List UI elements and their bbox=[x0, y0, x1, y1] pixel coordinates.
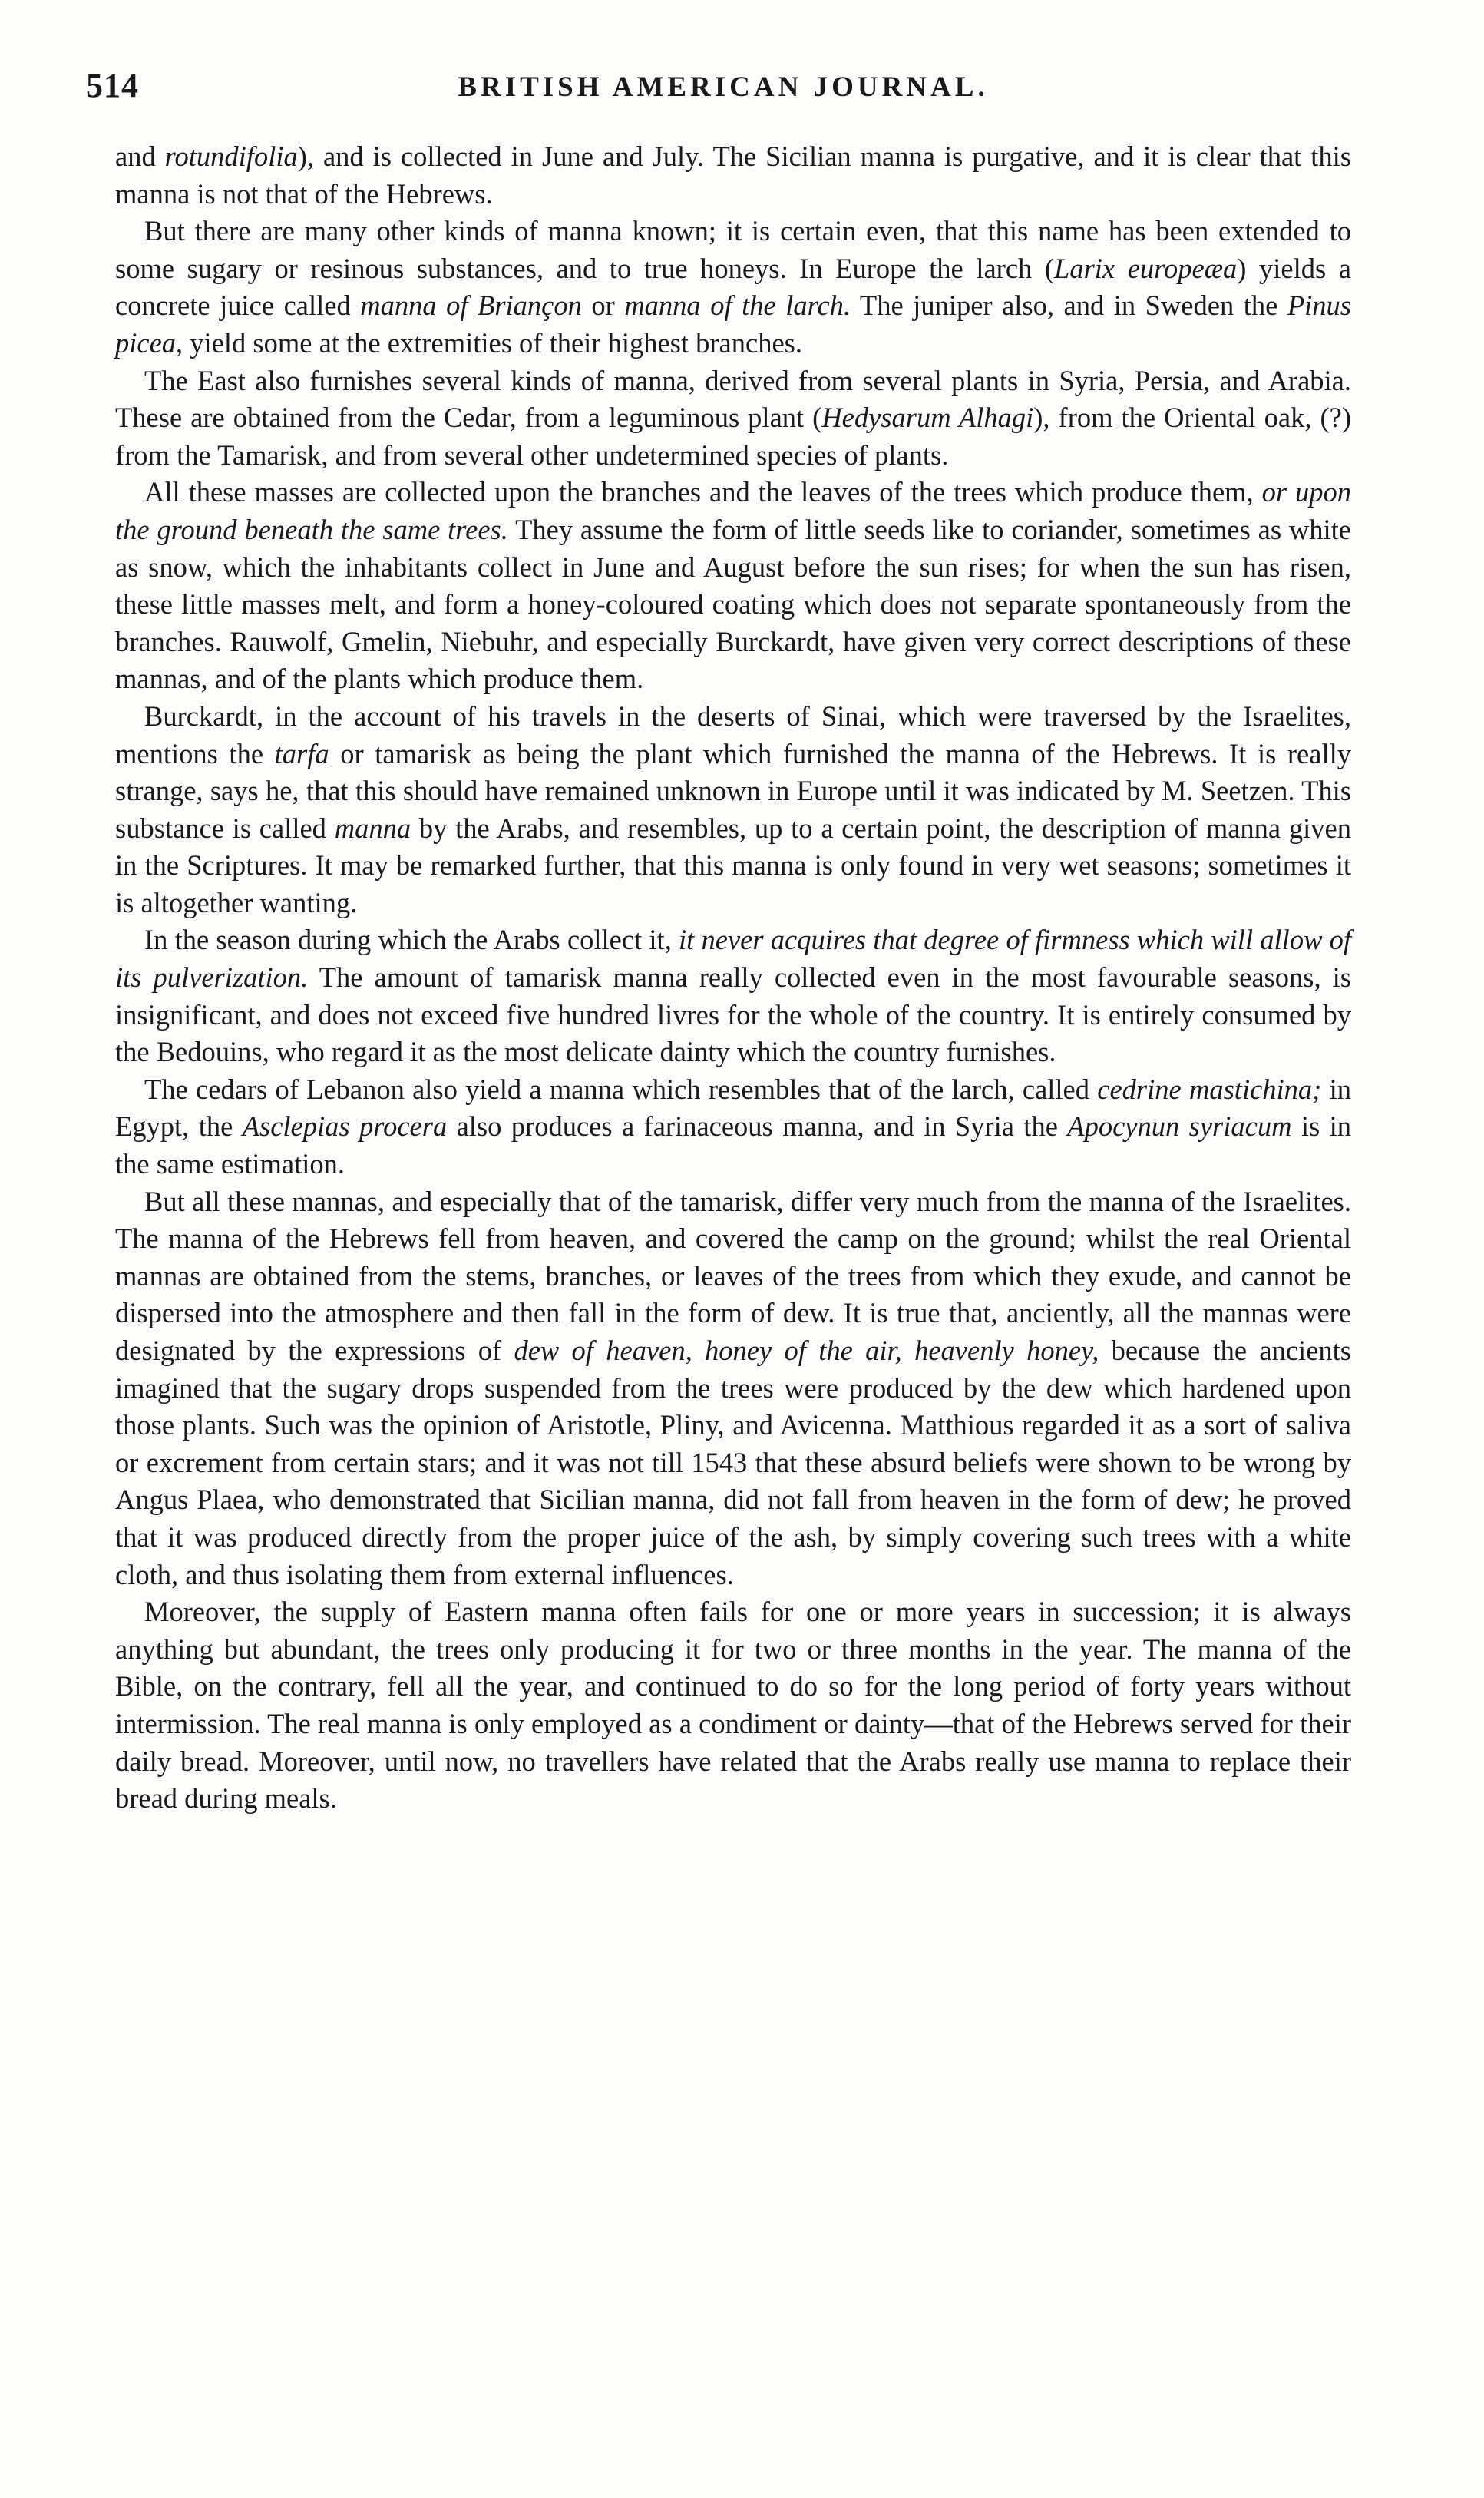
text-run: because the ancients imagined that the sugary drops suspended from the trees were produced by the dew which hardened upon those plants. Such was the opinion of Aristotle, Pliny, and Avicenna. Matthious regarded it as a sort of saliva or excrement from certain stars; and it was not till 1543 that these absurd beliefs were shown to be wrong by Angus Plaea, who demonstrated that Sicilian manna, did not fall from heaven in the form of dew; he proved that it was produced directly from the proper juice of the ash, by simply covering such trees with a white cloth, and thus isolating them from external influences. bbox=[115, 1335, 1351, 1590]
italic-text: or upon the ground beneath the same trees. bbox=[115, 476, 1351, 545]
paragraph bbox=[115, 1183, 1351, 1594]
article-body bbox=[115, 138, 1351, 1818]
paragraph bbox=[115, 474, 1351, 698]
text-run: by the Arabs, and resembles, up to a certain point, the description of manna given in the Scriptures. It may be remarked further, that this manna is only found in very wet seasons; sometimes it is altogether wanting. bbox=[115, 812, 1351, 918]
text-run: in Egypt, the bbox=[115, 1073, 1351, 1143]
text-run: In the season during which the Arabs collect it, bbox=[144, 924, 679, 956]
text-run: and bbox=[115, 141, 165, 172]
text-run: or tamarisk as being the plant which furnished the manna of the Hebrews. It is really strange, says he, that this should have remained unknown in Europe until it was indicated by M. Seetzen. This substance is called bbox=[115, 737, 1351, 844]
italic-text: cedrine mastichina; bbox=[1097, 1073, 1322, 1105]
text-run: ) yields a concrete juice called bbox=[115, 252, 1351, 322]
paragraph bbox=[115, 138, 1351, 213]
italic-text: Apocynun syriacum bbox=[1067, 1110, 1292, 1143]
text-run: But all these mannas, and especially that of the tamarisk, differ very much from the manna of the Israelites. The manna of the Hebrews fell from heaven, and covered the camp on the ground; whilst the real Oriental mannas are obtained from the stems, branches, or leaves of the trees from which they exude, and cannot be dispersed into the atmosphere and then fall in the form of dew. It is true that, anciently, all the mannas were designated by the expressions of bbox=[115, 1185, 1351, 1366]
text-run: Burckardt, in the account of his travels in the deserts of Sinai, which were traversed by the Israelites, mentions the bbox=[115, 700, 1351, 769]
text-run: ), from the Oriental oak, (?) from the Tamarisk, and from several other undetermined species of plants. bbox=[115, 402, 1351, 471]
text-run: The juniper also, and in Sweden the bbox=[851, 290, 1287, 322]
text-run: Moreover, the supply of Eastern manna often fails for one or more years in succession; it is always anything but abundant, the trees only producing it for two or three months in the year. The manna of the Bible, on the contrary, fell all the year, and continued to do so for the long period of forty years without intermission. The real manna is only employed as a condiment or dainty—that of the Hebrews served for their daily bread. Moreover, until now, no travellers have related that the Arabs really use manna to replace their bread during meals. bbox=[115, 1596, 1351, 1815]
page-number: 514 bbox=[86, 67, 139, 104]
paragraph bbox=[115, 1593, 1351, 1818]
text-run: ), and is collected in June and July. The Sicilian manna is purgative, and it is clear that this manna is not that of the Hebrews. bbox=[115, 141, 1351, 210]
italic-text: manna of Briançon bbox=[360, 290, 582, 322]
page-header bbox=[86, 66, 1360, 120]
italic-text: tarfa bbox=[274, 737, 329, 769]
italic-text: manna of the larch. bbox=[624, 290, 851, 322]
paragraph bbox=[115, 698, 1351, 922]
italic-text: Larix europeæa bbox=[1054, 252, 1238, 284]
text-run: also produces a farinaceous manna, and in Syria the bbox=[447, 1110, 1068, 1143]
paragraph bbox=[115, 1071, 1351, 1183]
text-run: All these masses are collected upon the branches and the leaves of the trees which produce them, bbox=[144, 476, 1262, 508]
italic-text: it never acquires that degree of firmness which will allow of its pulverization. bbox=[115, 924, 1352, 994]
italic-text: Asclepias procera bbox=[242, 1110, 448, 1143]
italic-text: Hedysarum Alhagi bbox=[821, 402, 1034, 434]
text-run: or bbox=[581, 290, 625, 322]
text-run: But there are many other kinds of manna known; it is certain even, that this name has been extended to some sugary or resinous substances, and to true honeys. In Europe the larch ( bbox=[115, 215, 1351, 284]
paragraph bbox=[115, 921, 1351, 1070]
italic-text: manna bbox=[334, 812, 411, 844]
paragraph bbox=[115, 213, 1351, 362]
text-run: , yield some at the extremities of their highest branches. bbox=[176, 326, 802, 359]
italic-text: dew of heaven, honey of the air, heavenly honey, bbox=[514, 1335, 1099, 1366]
text-run: The cedars of Lebanon also yield a manna which resembles that of the larch, called bbox=[144, 1073, 1098, 1105]
text-run: They assume the form of little seeds like to coriander, sometimes as white as snow, which the inhabitants collect in June and August before the sun rises; for when the sun has risen, these little masses melt, and form a honey-coloured coating which does not separate spontaneously from the branches. Rauwolf, Gmelin, Niebuhr, and especially Burckardt, have given very correct descriptions of these mannas, and of the plants which produce them. bbox=[115, 513, 1351, 695]
italic-text: Pinus picea bbox=[115, 290, 1351, 359]
text-run: The East also furnishes several kinds of manna, derived from several plants in Syria, Persia, and Arabia. These are obtained from the Cedar, from a leguminous plant ( bbox=[115, 364, 1351, 434]
paragraph bbox=[115, 362, 1351, 475]
journal-title: BRITISH AMERICAN JOURNAL. bbox=[458, 71, 989, 103]
text-run: is in the same estimation. bbox=[115, 1110, 1351, 1180]
italic-text: rotundifolia bbox=[164, 141, 298, 172]
text-run: The amount of tamarisk manna really collected even in the most favourable seasons, is insignificant, and does not exceed five hundred livres for the whole of the country. It is entirely consumed by the Bedouins, who regard it as the most delicate dainty which the country furnishes. bbox=[115, 961, 1351, 1068]
